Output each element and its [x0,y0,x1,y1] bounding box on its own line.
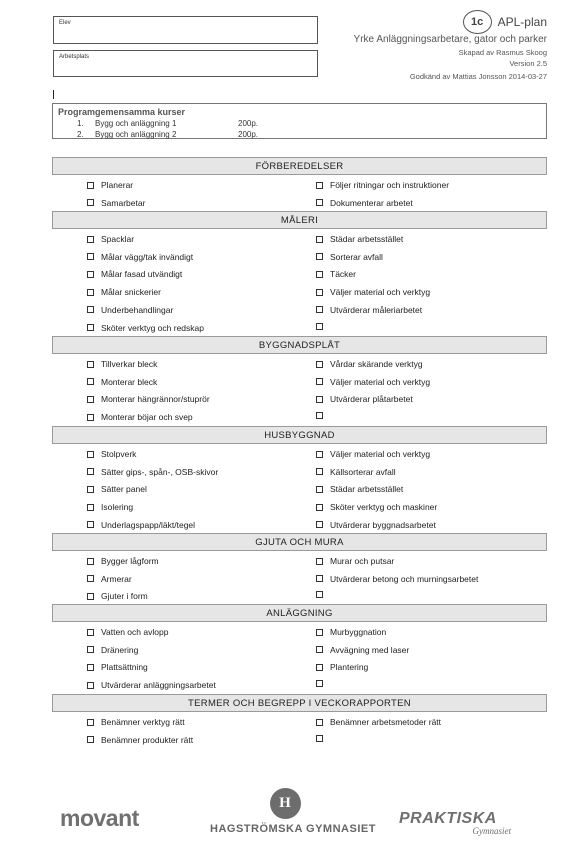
checklist-item[interactable] [87,305,173,315]
checkbox[interactable] [87,289,94,296]
movant-logo: movant [60,805,139,831]
checklist-item-label: Målar fasad utvändigt [101,269,183,280]
checkbox[interactable] [316,629,323,636]
checkbox[interactable] [87,468,94,475]
checklist-item[interactable] [87,449,136,459]
checklist-item[interactable] [87,323,204,333]
document-title: APL-plan [497,15,547,29]
checkbox[interactable] [87,575,94,582]
document-header [354,10,547,82]
checklist-item-label: Täcker [330,269,356,280]
checklist-item-label: Monterar hängrännor/stuprör [101,394,210,405]
checklist-item[interactable] [316,467,396,477]
checklist-item-label: Plantering [330,662,369,673]
checkbox[interactable] [316,412,323,419]
course-number: 1. [77,119,84,128]
checkbox[interactable] [87,306,94,313]
checklist-item[interactable] [316,287,430,297]
course-points: 200p. [238,130,259,139]
checkbox[interactable] [87,253,94,260]
checklist-item[interactable] [316,180,449,190]
checklist-item[interactable] [316,359,423,369]
checkbox[interactable] [316,558,323,565]
checkbox[interactable] [316,253,323,260]
course-row [77,119,258,128]
checklist-item[interactable] [316,520,436,530]
checklist-item[interactable] [316,305,422,315]
checkbox[interactable] [316,236,323,243]
checklist-item-label: Städar arbetsstället [330,484,404,495]
checklist-item[interactable] [87,467,218,477]
checklist-item-label: Väljer material och verktyg [330,449,431,459]
section-header: ANLÄGGNING [52,604,547,622]
section-header: HUSBYGGNAD [52,426,547,444]
checklist-item-label: Källsorterar avfall [330,466,396,477]
checkbox[interactable] [87,396,94,403]
checklist-item[interactable] [87,234,134,244]
checkbox[interactable] [87,521,94,528]
checklist-item[interactable] [316,645,409,655]
checkbox[interactable] [316,486,323,493]
checklist-item-label: Sköter verktyg och maskiner [330,502,438,513]
checkbox[interactable] [316,591,323,598]
checklist-item-label: Monterar böjar och svep [101,412,193,423]
checklist-item-label: Underlagspapp/läkt/tegel [101,519,196,530]
section-header: TERMER OCH BEGREPP I VECKORAPPORTEN [52,694,547,712]
checklist-item-label: Tillverkar bleck [101,359,158,369]
checklist-item[interactable] [316,269,356,279]
section-header: FÖRBEREDELSER [52,157,547,175]
checklist-item[interactable] [87,412,193,422]
checkbox[interactable] [316,521,323,528]
checklist-item-label: Utvärderar betong och murningsarbetet [330,573,479,584]
checkbox[interactable] [316,451,323,458]
checklist-item[interactable] [316,484,403,494]
checklist-item[interactable] [87,180,133,190]
checklist-item[interactable] [316,502,437,512]
course-name: Bygg och anläggning 2 [95,130,177,139]
program-courses-box [52,103,547,139]
checklist-item-label: Avvägning med laser [330,644,410,655]
checklist-item-label: Sätter panel [101,484,147,495]
checklist-item[interactable] [316,717,441,727]
checkbox[interactable] [316,182,323,189]
checklist-item-label: Målar vägg/tak invändigt [101,251,194,262]
checkbox[interactable] [87,199,94,206]
checklist-item[interactable] [316,556,394,566]
checkbox[interactable] [87,361,94,368]
workplace-field-label: Arbetsplats [59,54,90,60]
checklist-item[interactable] [316,412,330,419]
hagstromska-name: HAGSTRÖMSKA GYMNASIET [210,823,376,835]
checkbox[interactable] [87,504,94,511]
checkbox[interactable] [87,324,94,331]
checkbox[interactable] [316,289,323,296]
checkbox[interactable] [316,719,323,726]
checklist-item-label: Gjuter i form [101,591,148,602]
checklist-item-label: Väljer material och verktyg [330,287,431,298]
checkbox[interactable] [87,414,94,421]
checklist-item-label: Benämner verktyg rätt [101,717,185,727]
checkbox[interactable] [87,271,94,278]
checklist-item-label: Armerar [101,573,132,584]
checklist-item[interactable] [316,591,330,598]
checkbox[interactable] [316,504,323,511]
checkbox[interactable] [87,236,94,243]
checklist-item-label: Utvärderar anläggningsarbetet [101,680,216,691]
checklist-item-label: Dränering [101,644,139,655]
course-points: 200p. [238,119,259,128]
checklist-item-label: Sköter verktyg och redskap [101,322,204,333]
checkbox[interactable] [316,664,323,671]
checklist-item[interactable] [316,574,478,584]
checklist-item-label: Samarbetar [101,197,146,208]
hagstromska-logo [210,788,376,835]
checklist-item[interactable] [87,556,159,566]
checklist-item[interactable] [87,574,132,584]
checkbox[interactable] [87,593,94,600]
praktiska-name: PRAKTISKA [399,810,497,827]
checkbox[interactable] [316,199,323,206]
checkbox[interactable] [87,486,94,493]
checklist-item[interactable] [87,662,148,672]
level-badge: 1c [463,10,492,34]
checklist-item[interactable] [87,717,185,727]
checklist-item[interactable] [87,394,210,404]
checklist-item[interactable] [87,627,168,637]
version: Version 2.5 [509,59,547,68]
checkbox[interactable] [87,736,94,743]
text-cursor [53,90,54,99]
checkbox[interactable] [87,378,94,385]
course-number: 2. [77,130,84,139]
checkbox[interactable] [316,646,323,653]
checklist-item[interactable] [316,252,383,262]
section-header: MÅLERI [52,211,547,229]
checkbox[interactable] [316,361,323,368]
checkbox[interactable] [316,396,323,403]
checklist-item[interactable] [316,394,413,404]
checklist-item[interactable] [316,735,330,742]
checklist-item-label: Monterar bleck [101,376,158,387]
checklist-item[interactable] [316,662,368,672]
checklist-item[interactable] [87,287,161,297]
student-field-label: Elev [59,20,71,26]
checklist-item-label: Underbehandlingar [101,304,174,315]
checkbox[interactable] [316,575,323,582]
workplace-field[interactable] [53,50,318,77]
checklist-item-label: Isolering [101,502,134,513]
checkbox[interactable] [87,629,94,636]
checklist-item-label: Dokumenterar arbetet [330,197,413,208]
approved-by: Godkänd av Mattias Jonsson 2014-03-27 [409,72,547,81]
checklist-item[interactable] [87,252,193,262]
checklist-item[interactable] [316,377,430,387]
checklist-item[interactable] [87,645,138,655]
program-courses-title: Programgemensamma kurser [58,107,186,117]
checklist-item[interactable] [87,198,145,208]
checklist-item-label: Sätter gips-, spån-, OSB-skivor [101,466,219,477]
praktiska-logo [399,810,511,836]
course-row [77,130,258,139]
checkbox[interactable] [316,735,323,742]
checklist-item-label: Utvärderar plåtarbetet [330,394,413,405]
checkbox[interactable] [87,558,94,565]
checklist-item-label: Murbyggnation [330,627,387,637]
checkbox[interactable] [87,682,94,689]
checkbox[interactable] [316,468,323,475]
checklist-item[interactable] [316,323,330,330]
checklist-item-label: Planerar [101,180,134,190]
checklist-item[interactable] [87,680,216,690]
hagstromska-emblem-icon: H [270,788,301,819]
student-name-field[interactable] [53,16,318,44]
checklist-item[interactable] [87,735,193,745]
checkbox[interactable] [87,664,94,671]
checkbox[interactable] [316,271,323,278]
checkbox[interactable] [316,680,323,687]
checklist-item-label: Utvärderar byggnadsarbetet [330,519,436,530]
section-header: BYGGNADSPLÅT [52,336,547,354]
checklist-item[interactable] [316,680,330,687]
checkbox[interactable] [87,719,94,726]
checkbox[interactable] [316,323,323,330]
checklist-item-label: Följer ritningar och instruktioner [330,180,450,190]
checklist-item-label: Vårdar skärande verktyg [330,359,423,369]
checkbox[interactable] [87,182,94,189]
checklist-item-label: Benämner produkter rätt [101,734,194,745]
checklist-item-label: Murar och putsar [330,556,395,566]
checklist-item[interactable] [87,377,157,387]
created-by: Skapad av Rasmus Skoog [458,48,547,57]
checklist-item-label: Benämner arbetsmetoder rätt [330,717,442,727]
checkbox[interactable] [316,378,323,385]
checklist-item[interactable] [316,198,413,208]
checkbox[interactable] [87,646,94,653]
checklist-item-label: Bygger lågform [101,556,159,566]
checklist-item-label: Vatten och avlopp [101,627,169,637]
checklist-item[interactable] [316,234,403,244]
checklist-item-label: Sorterar avfall [330,251,383,262]
checklist-item-label: Stolpverk [101,449,137,459]
checkbox[interactable] [316,306,323,313]
checklist-item[interactable] [87,591,148,601]
checklist-item[interactable] [87,269,182,279]
checklist-item[interactable] [316,627,386,637]
checklist-item-label: Väljer material och verktyg [330,376,431,387]
checklist-item[interactable] [87,520,195,530]
checklist-item-label: Plattsättning [101,662,148,673]
section-header: GJUTA OCH MURA [52,533,547,551]
checklist-item-label: Målar snickerier [101,287,161,298]
checklist-item-label: Städar arbetsstället [330,234,404,244]
checkbox[interactable] [87,451,94,458]
checklist-item[interactable] [316,449,430,459]
checklist-item[interactable] [87,502,133,512]
checklist-item-label: Spacklar [101,234,135,244]
course-name: Bygg och anläggning 1 [95,119,177,128]
praktiska-subtitle: Gymnasiet [472,826,511,836]
checklist-item[interactable] [87,484,147,494]
checklist-item[interactable] [87,359,157,369]
checklist-item-label: Utvärderar måleriarbetet [330,304,423,315]
document-subtitle: Yrke Anläggningsarbetare, gator och parker [353,34,547,45]
